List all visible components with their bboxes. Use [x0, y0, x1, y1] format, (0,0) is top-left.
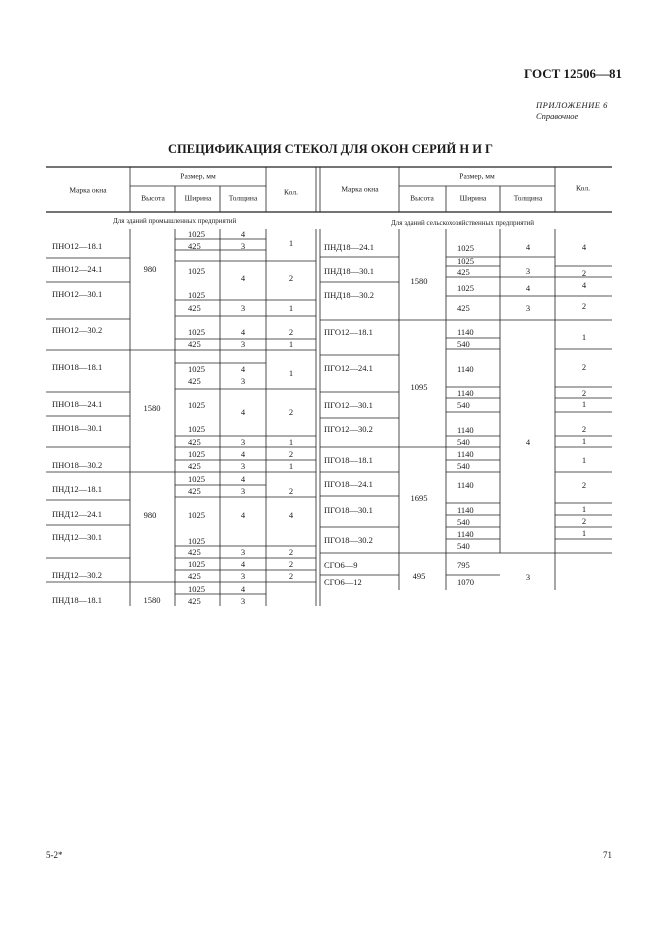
- mark-cell: ПНД12—30.2: [52, 570, 102, 580]
- width-cell: 795: [457, 560, 470, 570]
- qty-cell: 1: [288, 437, 294, 447]
- mark-cell: ПНД18—18.1: [52, 595, 102, 605]
- qty-cell: 2: [288, 407, 294, 417]
- width-cell: 1025: [188, 474, 205, 484]
- width-cell: 1025: [188, 536, 205, 546]
- col-qty: Кол.: [284, 187, 298, 197]
- qty-cell: 1: [288, 303, 294, 313]
- qty-cell: 2: [288, 559, 294, 569]
- qty-cell: 2: [288, 571, 294, 581]
- thickness-cell: 4: [240, 407, 246, 417]
- mark-cell: ПГО12—18.1: [324, 327, 373, 337]
- thickness-cell: 3: [240, 486, 246, 496]
- width-cell: 425: [188, 571, 201, 581]
- height-cell: 1580: [143, 403, 161, 413]
- width-cell: 1025: [188, 584, 205, 594]
- qty-cell: 2: [581, 388, 587, 398]
- thickness-cell: 4: [240, 584, 246, 594]
- thickness-cell: 4: [240, 474, 246, 484]
- width-cell: 1025: [188, 559, 205, 569]
- col-qty-right: Кол.: [576, 183, 590, 193]
- mark-cell: ПНО12—18.1: [52, 241, 103, 251]
- mark-cell: ПГО12—30.2: [324, 424, 373, 434]
- width-cell: 1140: [457, 327, 474, 337]
- height-cell: 1580: [410, 276, 428, 286]
- col-mark: Марка окна: [69, 185, 107, 195]
- thickness-cell: 3: [240, 461, 246, 471]
- mark-cell: СГО6—9: [324, 560, 358, 570]
- qty-cell: 2: [581, 362, 587, 372]
- footer-mark: 5-2*: [46, 850, 63, 860]
- width-cell: 1025: [188, 510, 205, 520]
- thickness-cell: 4: [525, 437, 531, 447]
- mark-cell: СГО6—12: [324, 577, 362, 587]
- mark-cell: ПНД12—24.1: [52, 509, 102, 519]
- thickness-cell: 4: [240, 510, 246, 520]
- width-cell: 1070: [457, 577, 474, 587]
- thickness-cell: 3: [525, 572, 531, 582]
- width-cell: 425: [457, 303, 470, 313]
- width-cell: 1025: [188, 449, 205, 459]
- thickness-cell: 3: [240, 596, 246, 606]
- thickness-cell: 3: [240, 339, 246, 349]
- thickness-cell: 3: [525, 303, 531, 313]
- width-cell: 1140: [457, 388, 474, 398]
- mark-cell: ПГО12—24.1: [324, 363, 373, 373]
- width-cell: 425: [188, 461, 201, 471]
- qty-cell: 1: [581, 436, 587, 446]
- qty-cell: 4: [581, 280, 587, 290]
- qty-cell: 4: [581, 242, 587, 252]
- width-cell: 1140: [457, 449, 474, 459]
- qty-cell: 2: [288, 449, 294, 459]
- qty-cell: 2: [288, 327, 294, 337]
- qty-cell: 2: [581, 424, 587, 434]
- thickness-cell: 3: [240, 571, 246, 581]
- width-cell: 540: [457, 517, 470, 527]
- width-cell: 540: [457, 541, 470, 551]
- width-cell: 425: [188, 339, 201, 349]
- width-cell: 425: [188, 437, 201, 447]
- width-cell: 1140: [457, 505, 474, 515]
- thickness-cell: 3: [240, 303, 246, 313]
- col-thickness: Толщина: [228, 193, 258, 203]
- height-cell: 1095: [410, 382, 428, 392]
- col-size: Размер, мм: [180, 171, 216, 181]
- qty-cell: 1: [288, 461, 294, 471]
- mark-cell: ПНО18—24.1: [52, 399, 103, 409]
- width-cell: 425: [457, 267, 470, 277]
- mark-cell: ПНД18—30.2: [324, 290, 374, 300]
- thickness-cell: 4: [240, 449, 246, 459]
- width-cell: 1025: [188, 364, 205, 374]
- thickness-cell: 4: [525, 242, 531, 252]
- width-cell: 1140: [457, 529, 474, 539]
- qty-cell: 1: [581, 455, 587, 465]
- col-width: Ширина: [184, 193, 212, 203]
- thickness-cell: 3: [525, 266, 531, 276]
- mark-cell: ПГО18—24.1: [324, 479, 373, 489]
- col-width-right: Ширина: [459, 193, 487, 203]
- qty-cell: 2: [581, 268, 587, 278]
- qty-cell: 2: [581, 516, 587, 526]
- thickness-cell: 4: [240, 327, 246, 337]
- standard-number: ГОСТ 12506—81: [524, 66, 623, 81]
- thickness-cell: 4: [240, 229, 246, 239]
- mark-cell: ПГО18—30.1: [324, 505, 373, 515]
- height-cell: 1695: [410, 493, 428, 503]
- mark-cell: ПНД18—30.1: [324, 266, 374, 276]
- col-thickness-right: Толщина: [513, 193, 543, 203]
- height-cell: 495: [412, 571, 426, 581]
- appendix-note: Справочное: [536, 111, 579, 121]
- qty-cell: 1: [288, 368, 294, 378]
- width-cell: 540: [457, 461, 470, 471]
- appendix-label: ПРИЛОЖЕНИЕ 6: [536, 100, 608, 110]
- thickness-cell: 4: [240, 273, 246, 283]
- mark-cell: ПНО18—18.1: [52, 362, 103, 372]
- thickness-cell: 3: [240, 437, 246, 447]
- col-height-right: Высота: [410, 193, 434, 203]
- width-cell: 1025: [188, 400, 205, 410]
- thickness-cell: 3: [240, 241, 246, 251]
- mark-cell: ПНД12—18.1: [52, 484, 102, 494]
- thickness-cell: 3: [240, 547, 246, 557]
- mark-cell: ПНО12—24.1: [52, 264, 103, 274]
- col-height: Высота: [141, 193, 165, 203]
- qty-cell: 2: [581, 480, 587, 490]
- thickness-cell: 4: [240, 559, 246, 569]
- thickness-cell: 4: [240, 364, 246, 374]
- qty-cell: 1: [581, 399, 587, 409]
- width-cell: 425: [188, 547, 201, 557]
- qty-cell: 1: [288, 339, 294, 349]
- mark-cell: ПНД12—30.1: [52, 532, 102, 542]
- width-cell: 540: [457, 437, 470, 447]
- thickness-cell: 4: [525, 283, 531, 293]
- width-cell: 425: [188, 596, 201, 606]
- width-cell: 425: [188, 376, 201, 386]
- width-cell: 540: [457, 400, 470, 410]
- height-cell: 1580: [143, 595, 161, 605]
- qty-cell: 1: [288, 238, 294, 248]
- qty-cell: 1: [581, 504, 587, 514]
- qty-cell: 2: [288, 547, 294, 557]
- mark-cell: ПНО12—30.2: [52, 325, 103, 335]
- height-cell: 980: [143, 264, 157, 274]
- page-title: СПЕЦИФИКАЦИЯ СТЕКОЛ ДЛЯ ОКОН СЕРИЙ Н И Г: [167, 142, 493, 156]
- mark-cell: ПНО18—30.1: [52, 423, 103, 433]
- mark-cell: ПНО12—30.1: [52, 289, 103, 299]
- width-cell: 1140: [457, 480, 474, 490]
- width-cell: 1025: [457, 283, 474, 293]
- mark-cell: ПГО12—30.1: [324, 400, 373, 410]
- mark-cell: ПГО18—30.2: [324, 535, 373, 545]
- width-cell: 425: [188, 303, 201, 313]
- mark-cell: ПНО18—30.2: [52, 460, 103, 470]
- width-cell: 1025: [188, 290, 205, 300]
- qty-cell: 2: [288, 273, 294, 283]
- width-cell: 425: [188, 241, 201, 251]
- mark-cell: ПГО18—18.1: [324, 455, 373, 465]
- width-cell: 1140: [457, 364, 474, 374]
- mark-cell: ПНД18—24.1: [324, 242, 374, 252]
- qty-cell: 4: [288, 510, 294, 520]
- qty-cell: 1: [581, 332, 587, 342]
- width-cell: 1025: [188, 327, 205, 337]
- width-cell: 1025: [457, 243, 474, 253]
- page-number: 71: [603, 850, 612, 860]
- col-mark-right: Марка окна: [341, 184, 379, 194]
- section-right: Для зданий сельскохозяйственных предприятий: [391, 219, 535, 227]
- width-cell: 1140: [457, 425, 474, 435]
- thickness-cell: 3: [240, 376, 246, 386]
- section-left: Для зданий промышленных предприятий: [113, 217, 237, 225]
- width-cell: 425: [188, 486, 201, 496]
- width-cell: 1025: [457, 256, 474, 266]
- width-cell: 1025: [188, 229, 205, 239]
- width-cell: 1025: [188, 266, 205, 276]
- width-cell: 540: [457, 339, 470, 349]
- qty-cell: 2: [288, 486, 294, 496]
- width-cell: 1025: [188, 424, 205, 434]
- height-cell: 980: [143, 510, 157, 520]
- qty-cell: 1: [581, 528, 587, 538]
- qty-cell: 2: [581, 301, 587, 311]
- col-size-right: Размер, мм: [459, 171, 495, 181]
